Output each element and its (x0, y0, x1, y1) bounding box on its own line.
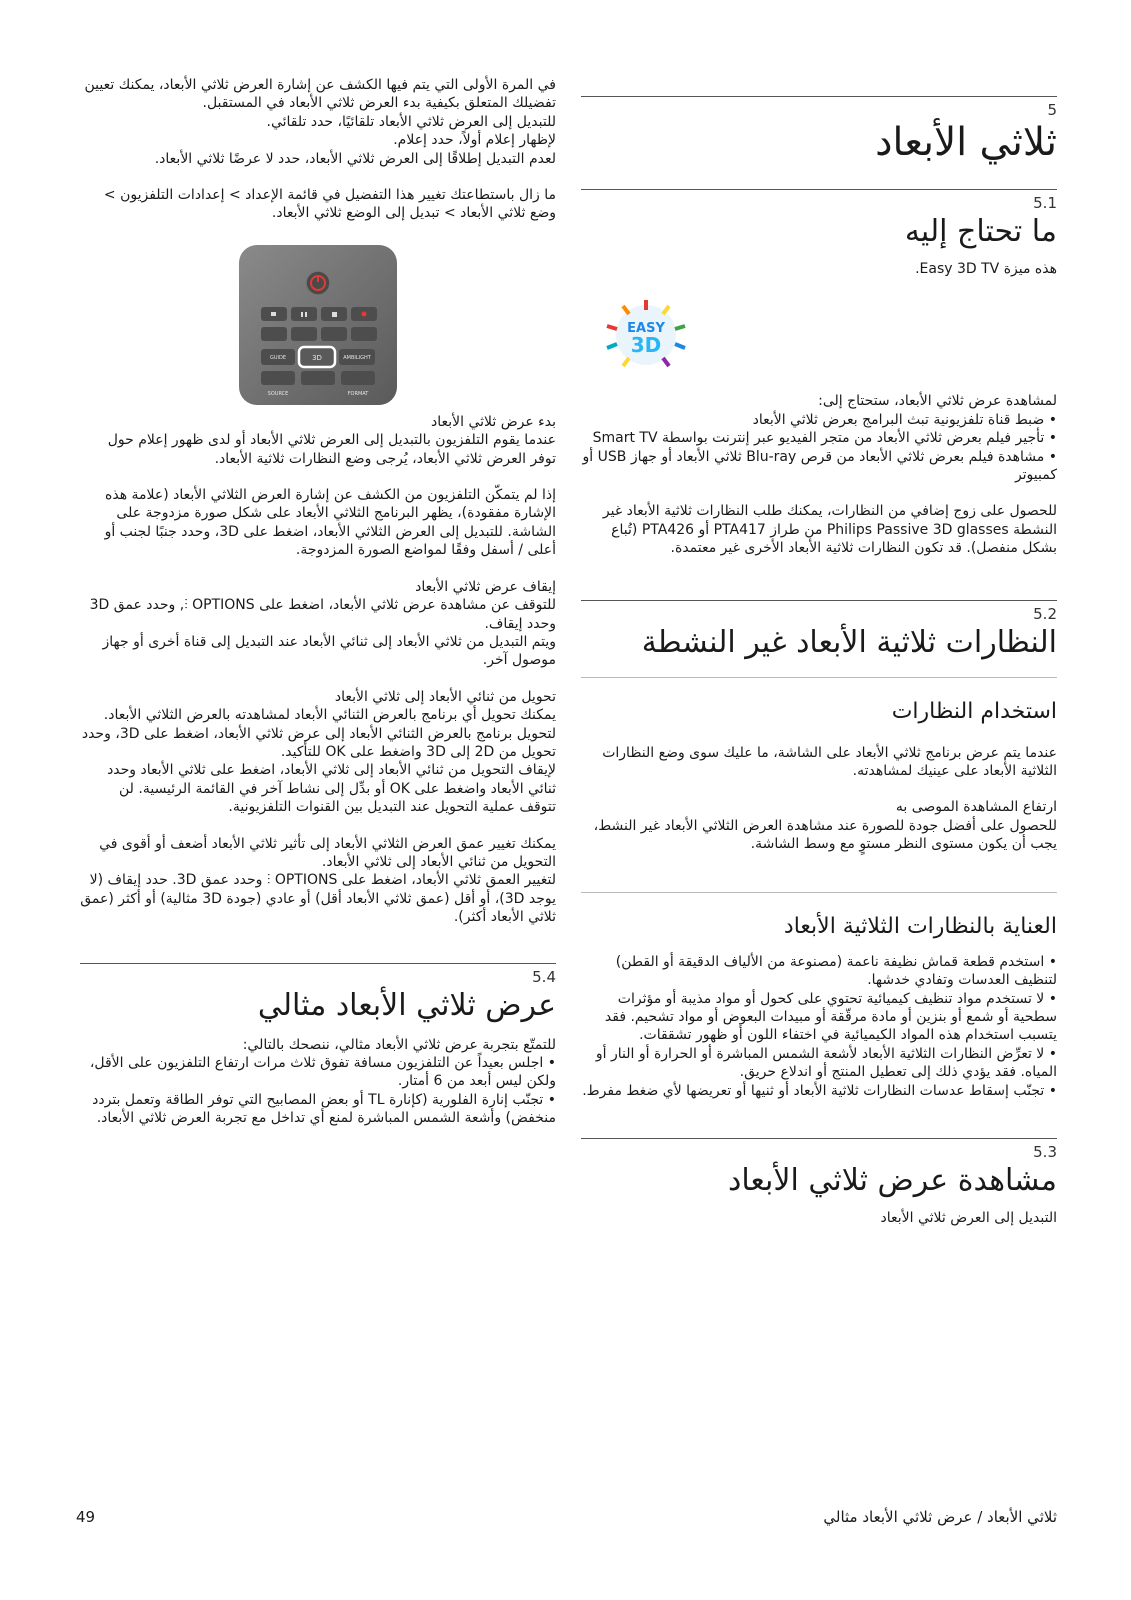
section-5-3-title: مشاهدة عرض ثلاثي الأبعاد (728, 1162, 1057, 1198)
right-column (581, 0, 1057, 1227)
glasses-care-heading: العناية بالنظارات الثلاثية الأبعاد (783, 913, 1057, 939)
list-item: • اجلس بعيداً عن التلفزيون مسافة تفوق ثلاث مرات ارتفاع التلفزيون على الأقل، ولكن ليس أبعد من 6 أمتار. (80, 1054, 556, 1091)
remote-label-guide: GUIDE (269, 354, 287, 361)
viewing-height-heading: ارتفاع المشاهدة الموصى به (895, 799, 1057, 816)
depth-intro: يمكنك تغيير عمق العرض الثلاثي الأبعاد إلى تأثير ثلاثي الأبعاد أضعف أو أقوى في التحويل من ثنائي الأبعاد إلى ثلاثي الأبعاد. (99, 835, 556, 870)
convert-heading: تحويل من ثنائي الأبعاد إلى ثلاثي الأبعاد (334, 688, 556, 705)
viewing-height-text: للحصول على أفضل جودة للصورة عند مشاهدة العرض الثلاثي الأبعاد غير النشط، يجب أن يكون مستوى النظر مستوٍ مع وسط الشاشة. (593, 817, 1057, 853)
left-column (80, 0, 556, 1128)
section-5-1-number: 5.1 (1033, 194, 1057, 212)
footer-breadcrumb: ثلاثي الأبعاد / عرض ثلاثي الأبعاد مثالي (823, 1508, 1057, 1526)
requirements-list (581, 411, 1057, 485)
list-item: • لا تعرِّض النظارات الثلاثية الأبعاد لأشعة الشمس المباشرة أو الحرارة أو النار أو المياه. فقد يؤدي ذلك إلى تعطيل المنتج أو اندلاع حريق. (581, 1045, 1057, 1082)
convert-steps: لتحويل برنامج بالعرض الثنائي الأبعاد إلى عرض ثلاثي الأبعاد، اضغط على 3D، وحدد تحويل من 2D إلى 3D واضغط على OK للتأكيد. (81, 725, 556, 760)
section-5-2-number: 5.2 (1033, 604, 1057, 623)
svg-text:3D: 3D (630, 333, 662, 358)
list-item: • تجنّب إنارة الفلورية (كإنارة TL أو بعض المصابيح التي توفر الطاقة وتعمل بتردد منخفض) وأشعة الشمس المباشرة لمنع أي تداخل مع تجربة العرض ثلاثي الأبعاد. (80, 1091, 556, 1128)
svg-text:EASY: EASY (627, 321, 665, 337)
section-5-4-title: عرض ثلاثي الأبعاد مثالي (257, 987, 556, 1023)
list-item: • استخدم قطعة قماش نظيفة ناعمة (مصنوعة من الألياف الدقيقة أو القطن) لتنظيف العدسات وتفادي خدشها. (581, 953, 1057, 990)
stop-3d-heading: إيقاف عرض ثلاثي الأبعاد (415, 578, 556, 595)
section-5-3-rule (581, 1138, 1057, 1139)
start-3d-text: عندما يقوم التلفزيون بالتبديل إلى العرض ثلاثي الأبعاد أو لدى ظهور إعلام حول توفر العرض ثلاثي الأبعاد، يُرجى وضع النظارات ثلاثية الأبعاد. (107, 432, 556, 467)
using-glasses-text: عندما يتم عرض برنامج ثلاثي الأبعاد على الشاشة، ما عليك سوى وضع النظارات الثلاثية الأبعاد على عينيك لمشاهدته. (602, 744, 1057, 780)
section-5-1-title: ما تحتاج إليه (904, 214, 1057, 249)
start-3d-heading: بدء عرض ثلاثي الأبعاد (430, 413, 556, 430)
remote-control-image (239, 245, 397, 405)
section-5-1-rule (581, 189, 1057, 190)
remote-label-format: FORMAT (347, 390, 369, 397)
requirements-intro: لمشاهدة عرض ثلاثي الأبعاد، ستحتاج إلى: (818, 393, 1057, 410)
chapter-title: ثلاثي الأبعاد (875, 120, 1057, 165)
page-number: 49 (76, 1508, 96, 1526)
stop-convert-text: لإيقاف التحويل من ثنائي الأبعاد إلى ثلاثي الأبعاد، اضغط على ثلاثي الأبعاد وحدد ثنائي الأبعاد واضغط على OK أو بدِّل إلى نشاط آخر في القائمة الرئيسية. لن تتوقف عملية التحويل عند التبديل بين القنوات التلفزيونية. (107, 762, 556, 816)
section-5-4-rule (80, 963, 556, 964)
remote-label-source: SOURCE (267, 390, 289, 397)
no-signal-text: إذا لم يتمكّن التلفزيون من الكشف عن إشارة العرض الثلاثي الأبعاد (علامة هذه الإشارة مفقودة)، يظهر البرنامج الثلاثي الأبعاد على شكل صورة مزدوجة على الشاشة. للتبديل إلى العرض الثلاثي الأبعاد، اضغط على 3D، وحدد جنبًا لجنب أو أعلى / أسفل وفقًا لمواضع الصورة المزدوجة. (104, 487, 556, 559)
easy-3d-logo (597, 296, 695, 374)
auto-switch-text: للتبديل إلى العرض ثلاثي الأبعاد تلقائيًا، حدد تلقائي. (266, 113, 556, 130)
list-item: • مشاهدة فيلم بعرض ثلاثي الأبعاد من قرص Blu-ray ثلاثي الأبعاد أو جهاز USB أو كمبيوتر (581, 448, 1057, 485)
first-detection-text: في المرة الأولى التي يتم فيها الكشف عن إشارة العرض ثلاثي الأبعاد، يمكنك تعيين تفضيلك المتعلق بكيفية بدء العرض ثلاثي الأبعاد في المستقبل. (84, 77, 556, 112)
list-item: • تأجير فيلم بعرض ثلاثي الأبعاد من متجر الفيديو عبر إنترنت بواسطة Smart TV (581, 429, 1057, 447)
remote-label-ambilight: AMBILIGHT (343, 354, 371, 361)
section-5-2-rule (581, 600, 1057, 601)
convert-intro: يمكنك تحويل أي برنامج بالعرض الثنائي الأبعاد لمشاهدته بالعرض الثلاثي الأبعاد. (103, 707, 556, 724)
optimal-list (80, 1054, 556, 1128)
using-glasses-heading: استخدام النظارات (891, 698, 1057, 724)
optimal-intro: للتمتّع بتجربة عرض ثلاثي الأبعاد مثالي، ننصحك بالتالي: (242, 1036, 556, 1053)
notify-text: لإظهار إعلام أولاً، حدد إعلام. (393, 132, 556, 149)
chapter-number: 5 (1047, 101, 1057, 119)
stop-3d-text: للتوقف عن مشاهدة عرض ثلاثي الأبعاد، اضغط على OPTIONS ⫶, وحدد عمق 3D وحدد إيقاف. (89, 597, 556, 632)
list-item: • تجنّب إسقاط عدسات النظارات ثلاثية الأبعاد أو ثنيها أو تعريضها لأي ضغط مفرط. (581, 1082, 1057, 1100)
section-5-3-number: 5.3 (1033, 1142, 1057, 1161)
channel-switch-text: ويتم التبديل من ثلاثي الأبعاد إلى ثنائي الأبعاد عند التبديل إلى قناة أخرى أو جهاز موصول آخر. (102, 633, 556, 669)
list-item: • ضبط قناة تلفزيونية تبث البرامج بعرض ثلاثي الأبعاد (581, 411, 1057, 429)
list-item: • لا تستخدم مواد تنظيف كيميائية تحتوي على كحول أو مواد مذيبة أو مؤثرات سطحية أو شمع أو بنزين أو مادة مرقّقة أو مبيدات البعوض أو مواد تشحيم. فقد يتسبب استخدام هذه المواد الكيميائية في اختفاء اللون أو ظهور تشققات. (581, 990, 1057, 1045)
depth-steps: لتغيير العمق ثلاثي الأبعاد، اضغط على OPTIONS ⫶ وحدد عمق 3D. حدد إيقاف (لا يوجد 3D)، أو أقل (عمق ثلاثي الأبعاد أقل) أو عادي (جودة 3D مثالية) أو أكثر (عمق ثلاثي الأبعاد أكثر). (80, 872, 556, 926)
section-5-4-number: 5.4 (532, 967, 556, 986)
easy-3d-note: هذه ميزة Easy 3D TV. (915, 261, 1057, 277)
switch-to-3d-heading: التبديل إلى العرض ثلاثي الأبعاد (880, 1209, 1057, 1226)
never-switch-text: لعدم التبديل إطلاقًا إلى العرض ثلاثي الأبعاد، حدد لا عرضًا ثلاثي الأبعاد. (154, 150, 556, 167)
section-5-2-title: النظارات ثلاثية الأبعاد غير النشطة (641, 624, 1057, 660)
glasses-care-list (581, 953, 1057, 1100)
remote-label-3d: 3D (312, 353, 322, 362)
extra-glasses-note: للحصول على زوج إضافي من النظارات، يمكنك طلب النظارات ثلاثية الأبعاد غير النشطة Philips Passive 3D glasses من طراز PTA417 أو PTA426 (تُباع بشكل منفصل). قد تكون النظارات ثلاثية الأبعاد الأخرى غير معتمدة. (602, 503, 1057, 557)
chapter-rule (581, 96, 1057, 97)
change-preference-text: ما زال باستطاعتك تغيير هذا التفضيل في قائمة الإعداد > إعدادات التلفزيون > وضع ثلاثي الأبعاد > تبديل إلى الوضع ثلاثي الأبعاد. (103, 187, 556, 222)
